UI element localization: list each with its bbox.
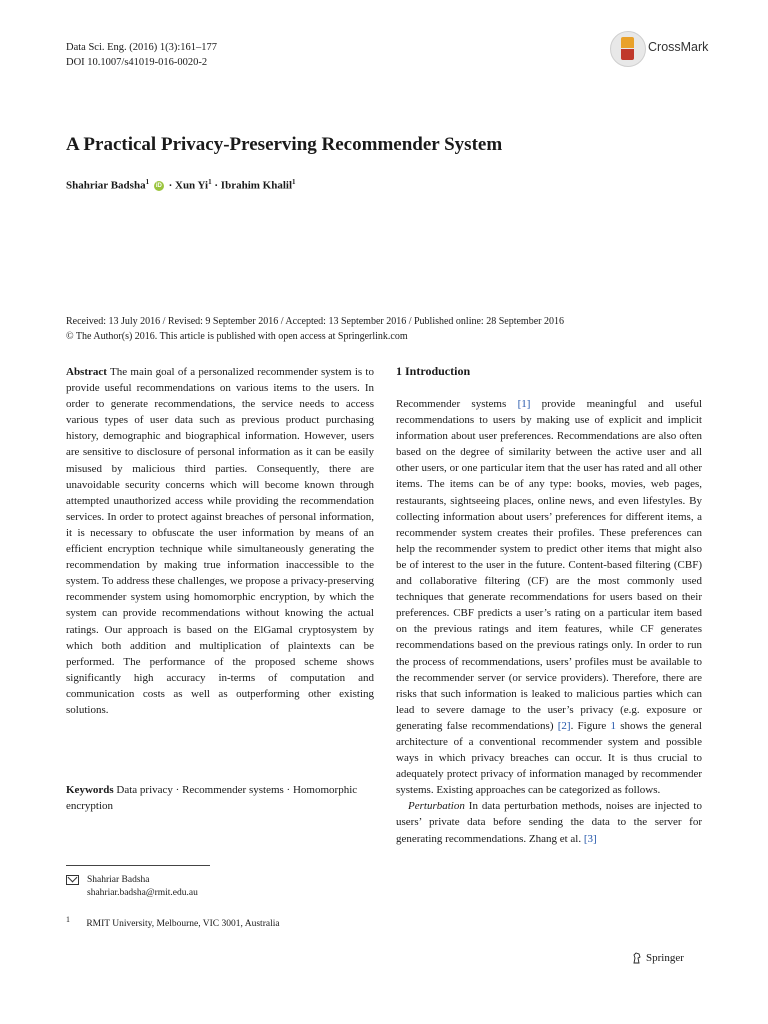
author-name[interactable]: Shahriar Badsha [66, 179, 146, 192]
citation-link[interactable]: [2] [557, 719, 571, 732]
affiliation-number: 1 [66, 915, 70, 924]
figure-link[interactable]: 1 [610, 719, 616, 732]
introduction-body [396, 396, 702, 847]
springer-horse-icon [632, 952, 642, 964]
dates-line: Received: 13 July 2016 / Revised: 9 September 2016 / Accepted: 13 September 2016 / Published online: 28 September 2016 [66, 316, 564, 327]
intro-paragraph: Recommender systems [1] provide meaningful and useful recommendations to users by making use of explicit and implicit information about user preferences. Recommendations are also often based on the degree of similarity between the active user and all other users, or one particular item that the user has rated and all other items. The items can be of any type: books, movies, web pages, restaurants, sightseeing places, online news, and even lifestyles. By collecting information about users’ preferences for different items, a recommender system creates their profiles. These preferences can help the recommender system to predict other items that might also be of interest to the user in the future. Content-based filtering (CBF) and collaborative filtering (CF) are the most commonly used techniques that generate recommendations for users based on their preferences. CBF predicts a user’s rating on a particular item based on the previous ratings and item features, while CF generates recommendations based on the previous ratings only. In order to run the process of recommendations, users’ profiles must be available to the recommender server (or service providers). Therefore, there are risks that such information is leaked to malicious parties which can lead to severe damage to the user’s privacy (e.g. exposure or generating false recommendations) [2]. Figure 1 shows the general architecture of a conventional recommender system and possible ways in which privacy breaches can occur. It is thus crucial to adequately protect privacy of information managed by recommender systems. Existing approaches can be categorized as follows. [396, 398, 702, 797]
publisher-name: Springer [646, 952, 684, 964]
affiliation-mark: 1 [145, 178, 150, 186]
orcid-icon[interactable]: iD [155, 183, 162, 190]
doi[interactable]: DOI 10.1007/s41019-016-0020-2 [66, 57, 208, 68]
section-heading: 1 Introduction [396, 364, 471, 378]
affiliation-mark: 1 [292, 178, 296, 186]
journal-citation: Data Sci. Eng. (2016) 1(3):161–177 [66, 42, 218, 53]
abstract [66, 364, 374, 718]
citation-link[interactable]: [3] [583, 832, 597, 845]
author-list [66, 178, 296, 192]
abstract-label: Abstract [66, 366, 107, 378]
author-separator: · [214, 179, 219, 192]
paragraph-label: Perturbation [408, 800, 465, 813]
abstract-text: The main goal of a personalized recommender system is to provide useful recommendations on various items to the users. In order to generate recommendations, the service needs to access various types of user data such as previous product purchasing history, demographic and biographical information. However, users are sensitive to disclosure of personal information as it can be easily misused by malicious third parties. Consequently, there are unavoidable security concerns which will become known through attempted unauthorized access while providing the recommendation services. In order to protect against breaches of personal information, it is necessary to obfuscate the user information by means of an efficient encryption technique while simultaneously generating the recommendation by making true information inaccessible to the system. To address these challenges, we propose a privacy-preserving recommender system using homomorphic encryption, by which the system can provide recommendations without knowing the actual ratings. Our approach is based on the ElGamal cryptosystem by which both addition and multiplication of plaintexts can be performed. The performance of the proposed scheme shows significantly high accuracy in-terms of computation and communication costs as well as outperforming other existing solutions. [66, 366, 374, 716]
keywords-label: Keywords [66, 784, 114, 796]
crossmark-icon [610, 31, 646, 67]
crossmark-label: CrossMark [648, 40, 709, 54]
footnote-divider [66, 865, 210, 866]
author-name[interactable]: Xun Yi [175, 179, 209, 192]
affiliation-text: RMIT University, Melbourne, VIC 3001, Australia [86, 919, 280, 930]
corresponding-author [66, 874, 198, 900]
crossmark-button[interactable] [610, 31, 716, 67]
corr-author-name: Shahriar Badsha [87, 875, 150, 885]
publisher-logo [632, 952, 684, 964]
author-name[interactable]: Ibrahim Khalil [220, 179, 293, 192]
license-line: © The Author(s) 2016. This article is published with open access at Springerlink.com [66, 331, 408, 342]
publication-history [66, 314, 706, 344]
journal-header [66, 40, 217, 70]
intro-paragraph: Perturbation In data perturbation methods, noises are injected to users’ private data before sending the data to the server for generating recommendations. Zhang et al. [3] [396, 800, 702, 845]
affiliation-mark: 1 [208, 178, 212, 186]
keywords [66, 782, 374, 814]
envelope-icon [66, 875, 79, 885]
citation-link[interactable]: [1] [517, 398, 531, 410]
paper-title: A Practical Privacy-Preserving Recommender System [66, 134, 503, 155]
author-separator: · [168, 179, 173, 192]
affiliation [66, 913, 280, 931]
keywords-text: Data privacy · Recommender systems · Homomorphic encryption [66, 784, 358, 813]
corr-author-email[interactable]: shahriar.badsha@rmit.edu.au [87, 888, 198, 898]
